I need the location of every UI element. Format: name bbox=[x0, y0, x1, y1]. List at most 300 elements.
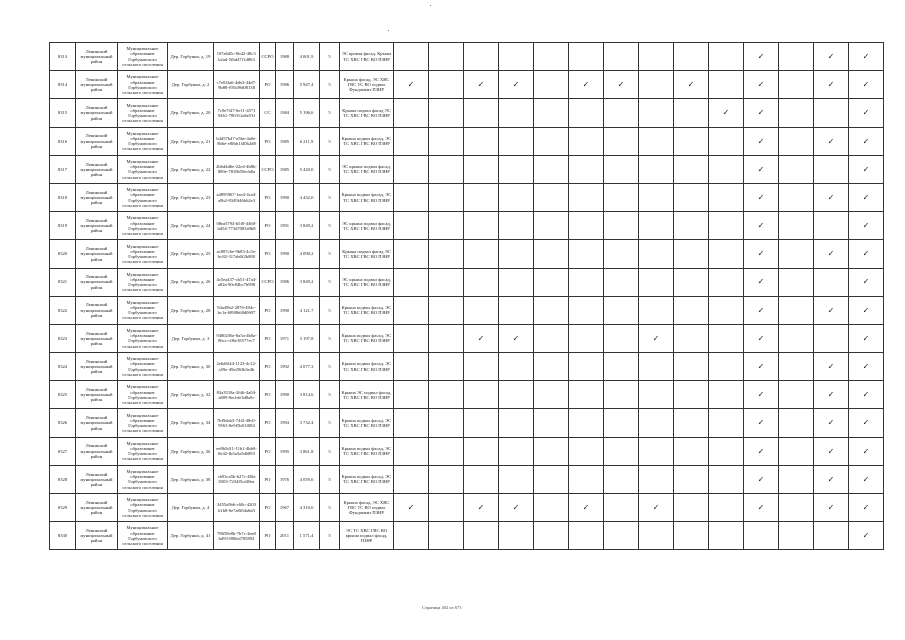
count-cell: 5 bbox=[320, 240, 340, 268]
check-mark-icon: ✓ bbox=[862, 277, 870, 287]
district-cell: Ленинский муниципальный район bbox=[76, 353, 118, 381]
table-row bbox=[50, 522, 884, 550]
work-check-cell bbox=[744, 522, 779, 550]
table-row bbox=[50, 183, 884, 211]
works-cell: Крыша подвал фасад, ЭС ТС ХВС ГВС ВО ПЗНР bbox=[340, 353, 394, 381]
work-check-cell bbox=[499, 522, 534, 550]
works-cell: ЭС крыша подвал фасад, ТС ХВС ГВС ВО ПЗНР bbox=[340, 155, 394, 183]
work-check-cell bbox=[464, 494, 499, 522]
work-check-cell bbox=[464, 155, 499, 183]
table-row bbox=[50, 155, 884, 183]
work-check-cell bbox=[744, 353, 779, 381]
work-check-cell bbox=[744, 71, 779, 99]
owner-cell: Муниципальное образование Горбуновского сельского поселения bbox=[118, 99, 168, 127]
work-check-cell bbox=[744, 437, 779, 465]
work-check-cell bbox=[394, 240, 429, 268]
work-check-cell bbox=[534, 409, 569, 437]
work-check-cell bbox=[639, 296, 674, 324]
work-check-cell bbox=[814, 494, 849, 522]
work-check-cell bbox=[814, 212, 849, 240]
area-cell: 4 121,7 bbox=[294, 296, 320, 324]
work-check-cell bbox=[429, 465, 464, 493]
uid-cell: b4d57b47-e5be-4a0e-8b6e-e8fbb1f40b2d8 bbox=[214, 127, 260, 155]
check-mark-icon: ✓ bbox=[862, 164, 870, 174]
table-row bbox=[50, 240, 884, 268]
work-check-cell bbox=[464, 240, 499, 268]
works-cell: Крыша подвал фасад, ЭС ТС ХВС ГВС ВО ПЗНР bbox=[340, 127, 394, 155]
work-check-cell bbox=[709, 522, 744, 550]
address-cell: Дер. Горбунки, д. 36 bbox=[168, 437, 214, 465]
check-mark-icon: ✓ bbox=[407, 502, 415, 512]
work-check-cell bbox=[569, 183, 604, 211]
work-check-cell bbox=[534, 43, 569, 71]
year-cell: 1984 bbox=[276, 99, 294, 127]
work-check-cell bbox=[814, 155, 849, 183]
check-mark-icon: ✓ bbox=[862, 474, 870, 484]
work-check-cell bbox=[569, 324, 604, 352]
work-check-cell bbox=[849, 465, 884, 493]
district-cell: Ленинский муниципальный район bbox=[76, 381, 118, 409]
owner-cell: Муниципальное образование Горбуновского сельского поселения bbox=[118, 522, 168, 550]
check-mark-icon: ✓ bbox=[827, 192, 835, 202]
year-cell: 1990 bbox=[276, 381, 294, 409]
count-cell: 5 bbox=[320, 465, 340, 493]
work-check-cell bbox=[709, 437, 744, 465]
work-check-cell bbox=[744, 465, 779, 493]
owner-cell: Муниципальное образование Горбуновского сельского поселения bbox=[118, 155, 168, 183]
work-check-cell bbox=[849, 296, 884, 324]
work-check-cell bbox=[849, 127, 884, 155]
check-mark-icon: ✓ bbox=[722, 108, 730, 118]
work-check-cell bbox=[814, 43, 849, 71]
work-check-cell bbox=[464, 99, 499, 127]
count-cell: 5 bbox=[320, 324, 340, 352]
row-number: 8315 bbox=[50, 99, 76, 127]
uid-cell: 0f7a6d5c-6b42-48c3 b2ad-5fbd47f1d863 bbox=[214, 43, 260, 71]
row-number: 8323 bbox=[50, 324, 76, 352]
row-number: 8329 bbox=[50, 494, 76, 522]
work-check-cell bbox=[814, 240, 849, 268]
work-check-cell bbox=[744, 99, 779, 127]
uid-cell: c7e03fa6-4db3-44d7-9b88-f95fd9d08138 bbox=[214, 71, 260, 99]
work-check-cell bbox=[534, 71, 569, 99]
owner-cell: Муниципальное образование Горбуновского сельского поселения bbox=[118, 494, 168, 522]
works-cell: ЭС крыша подвал фасад, ТС ХВС ГВС ВО ПЗНР bbox=[340, 268, 394, 296]
work-check-cell bbox=[814, 183, 849, 211]
work-check-cell bbox=[499, 71, 534, 99]
work-check-cell bbox=[639, 183, 674, 211]
work-check-cell bbox=[709, 268, 744, 296]
work-check-cell bbox=[604, 183, 639, 211]
area-cell: 4 090,2 bbox=[294, 240, 320, 268]
works-cell: Крыша подвал фасад, ЭС ТС ХВС ГВС ВО ПЗНР bbox=[340, 296, 394, 324]
work-check-cell bbox=[814, 409, 849, 437]
work-check-cell bbox=[499, 268, 534, 296]
work-check-cell bbox=[674, 71, 709, 99]
work-check-cell bbox=[604, 353, 639, 381]
check-mark-icon: ✓ bbox=[827, 249, 835, 259]
work-check-cell bbox=[849, 212, 884, 240]
work-check-cell bbox=[394, 155, 429, 183]
row-number: 8325 bbox=[50, 381, 76, 409]
work-check-cell bbox=[744, 155, 779, 183]
work-check-cell bbox=[709, 71, 744, 99]
work-check-cell bbox=[499, 465, 534, 493]
row-number: 8322 bbox=[50, 296, 76, 324]
work-check-cell bbox=[814, 324, 849, 352]
work-check-cell bbox=[499, 155, 534, 183]
check-mark-icon: ✓ bbox=[862, 531, 870, 541]
table-row bbox=[50, 127, 884, 155]
uid-cell: a4895967-1ee4-4ca4-a9b2-8349f46b62e3 bbox=[214, 183, 260, 211]
count-cell: 5 bbox=[320, 522, 340, 550]
check-mark-icon: ✓ bbox=[757, 108, 765, 118]
work-check-cell bbox=[674, 437, 709, 465]
district-cell: Ленинский муниципальный район bbox=[76, 465, 118, 493]
work-check-cell bbox=[534, 522, 569, 550]
uid-cell: 94a49b2-2876-494c-bc1a-6890b68d0697 bbox=[214, 296, 260, 324]
work-check-cell bbox=[674, 212, 709, 240]
address-cell: Дер. Горбунки, д. 22 bbox=[168, 155, 214, 183]
work-check-cell bbox=[639, 353, 674, 381]
table-row bbox=[50, 353, 884, 381]
work-check-cell bbox=[814, 296, 849, 324]
owner-cell: Муниципальное образование Горбуновского сельского поселения bbox=[118, 127, 168, 155]
district-cell: Ленинский муниципальный район bbox=[76, 183, 118, 211]
works-cell: Крыша подвал фасад, ЭС ТС ХВС ГВС ВО ПЗНР bbox=[340, 409, 394, 437]
work-check-cell bbox=[709, 494, 744, 522]
district-cell: Ленинский муниципальный район bbox=[76, 127, 118, 155]
check-mark-icon: ✓ bbox=[757, 333, 765, 343]
work-check-cell bbox=[814, 381, 849, 409]
work-check-cell bbox=[674, 99, 709, 127]
work-check-cell bbox=[709, 212, 744, 240]
work-check-cell bbox=[394, 437, 429, 465]
work-check-cell bbox=[464, 437, 499, 465]
work-check-cell bbox=[534, 240, 569, 268]
count-cell: 5 bbox=[320, 268, 340, 296]
area-cell: 6 211,9 bbox=[294, 127, 320, 155]
owner-cell: Муниципальное образование Горбуновского сельского поселения bbox=[118, 43, 168, 71]
work-check-cell bbox=[814, 465, 849, 493]
work-check-cell bbox=[464, 183, 499, 211]
work-check-cell bbox=[394, 71, 429, 99]
work-check-cell bbox=[674, 183, 709, 211]
work-check-cell bbox=[709, 465, 744, 493]
area-cell: 5 196,6 bbox=[294, 99, 320, 127]
address-cell: Дер. Горбунки, д. 41 bbox=[168, 522, 214, 550]
table-row bbox=[50, 99, 884, 127]
check-mark-icon: ✓ bbox=[757, 305, 765, 315]
check-mark-icon: ✓ bbox=[757, 249, 765, 259]
work-check-cell bbox=[849, 494, 884, 522]
row-number: 8327 bbox=[50, 437, 76, 465]
table-row bbox=[50, 212, 884, 240]
address-cell: Дер. Горбунки, д. 24 bbox=[168, 212, 214, 240]
work-check-cell bbox=[779, 183, 814, 211]
work-check-cell bbox=[569, 212, 604, 240]
work-check-cell bbox=[394, 99, 429, 127]
kind-cell: РО bbox=[260, 494, 276, 522]
work-check-cell bbox=[499, 183, 534, 211]
year-cell: 1976 bbox=[276, 465, 294, 493]
work-check-cell bbox=[849, 155, 884, 183]
work-check-cell bbox=[779, 268, 814, 296]
address-cell: Дер. Горбунки, д. 2 bbox=[168, 71, 214, 99]
kind-cell: РО bbox=[260, 240, 276, 268]
work-check-cell bbox=[429, 409, 464, 437]
district-cell: Ленинский муниципальный район bbox=[76, 409, 118, 437]
work-check-cell bbox=[429, 324, 464, 352]
row-number: 8319 bbox=[50, 212, 76, 240]
work-check-cell bbox=[604, 155, 639, 183]
area-cell: 3 732,4 bbox=[294, 409, 320, 437]
works-cell: Крыша подвал фасад ЭС ТС ХВС ГВС ВО ПЗНР bbox=[340, 99, 394, 127]
kind-cell: РО bbox=[260, 465, 276, 493]
count-cell: 5 bbox=[320, 381, 340, 409]
district-cell: Ленинский муниципальный район bbox=[76, 71, 118, 99]
table-row bbox=[50, 324, 884, 352]
work-check-cell bbox=[779, 381, 814, 409]
work-check-cell bbox=[569, 71, 604, 99]
work-check-cell bbox=[394, 268, 429, 296]
work-check-cell bbox=[604, 296, 639, 324]
work-check-cell bbox=[744, 324, 779, 352]
district-cell: Ленинский муниципальный район bbox=[76, 494, 118, 522]
check-mark-icon: ✓ bbox=[757, 192, 765, 202]
work-check-cell bbox=[464, 296, 499, 324]
owner-cell: Муниципальное образование Горбуновского сельского поселения bbox=[118, 71, 168, 99]
work-check-cell bbox=[674, 296, 709, 324]
owner-cell: Муниципальное образование Горбуновского сельского поселения bbox=[118, 183, 168, 211]
check-mark-icon: ✓ bbox=[862, 51, 870, 61]
owner-cell: Муниципальное образование Горбуновского сельского поселения bbox=[118, 324, 168, 352]
address-cell: Дер. Горбунки, д. 26 bbox=[168, 268, 214, 296]
work-check-cell bbox=[779, 240, 814, 268]
district-cell: Ленинский муниципальный район bbox=[76, 240, 118, 268]
owner-cell: Муниципальное образование Горбуновского сельского поселения bbox=[118, 240, 168, 268]
work-check-cell bbox=[709, 99, 744, 127]
check-mark-icon: ✓ bbox=[687, 80, 695, 90]
area-cell: 4 001,9 bbox=[294, 43, 320, 71]
work-check-cell bbox=[499, 240, 534, 268]
check-mark-icon: ✓ bbox=[862, 446, 870, 456]
work-check-cell bbox=[499, 212, 534, 240]
work-check-cell bbox=[394, 212, 429, 240]
work-check-cell bbox=[674, 381, 709, 409]
address-cell: Дер. Горбунки, д. 34 bbox=[168, 409, 214, 437]
work-check-cell bbox=[849, 240, 884, 268]
district-cell: Ленинский муниципальный район bbox=[76, 522, 118, 550]
work-check-cell bbox=[849, 522, 884, 550]
kind-cell: РО bbox=[260, 437, 276, 465]
check-mark-icon: ✓ bbox=[862, 418, 870, 428]
work-check-cell bbox=[394, 324, 429, 352]
kind-cell: РО bbox=[260, 296, 276, 324]
area-cell: 4 432,0 bbox=[294, 183, 320, 211]
kind-cell: СС bbox=[260, 99, 276, 127]
uid-cell: 2b6d4d6e-22e4-4b8b-880e-7818b59ecb8a bbox=[214, 155, 260, 183]
check-mark-icon: ✓ bbox=[582, 502, 590, 512]
work-check-cell bbox=[744, 409, 779, 437]
check-mark-icon: ✓ bbox=[757, 418, 765, 428]
scan-speck bbox=[388, 30, 389, 31]
work-check-cell bbox=[569, 43, 604, 71]
work-check-cell bbox=[674, 268, 709, 296]
work-check-cell bbox=[639, 409, 674, 437]
work-check-cell bbox=[534, 324, 569, 352]
work-check-cell bbox=[674, 324, 709, 352]
work-check-cell bbox=[709, 296, 744, 324]
work-check-cell bbox=[709, 155, 744, 183]
district-cell: Ленинский муниципальный район bbox=[76, 155, 118, 183]
work-check-cell bbox=[814, 99, 849, 127]
year-cell: 2011 bbox=[276, 522, 294, 550]
year-cell: 1990 bbox=[276, 296, 294, 324]
check-mark-icon: ✓ bbox=[757, 51, 765, 61]
check-mark-icon: ✓ bbox=[827, 418, 835, 428]
work-check-cell bbox=[429, 268, 464, 296]
work-check-cell bbox=[639, 43, 674, 71]
area-cell: 3 861,8 bbox=[294, 437, 320, 465]
table-row bbox=[50, 494, 884, 522]
work-check-cell bbox=[429, 494, 464, 522]
work-check-cell bbox=[779, 522, 814, 550]
count-cell: 5 bbox=[320, 127, 340, 155]
work-check-cell bbox=[709, 353, 744, 381]
check-mark-icon: ✓ bbox=[827, 390, 835, 400]
year-cell: 1985 bbox=[276, 155, 294, 183]
district-cell: Ленинский муниципальный район bbox=[76, 212, 118, 240]
check-mark-icon: ✓ bbox=[862, 80, 870, 90]
address-cell: Дер. Горбунки, д. 28 bbox=[168, 296, 214, 324]
owner-cell: Муниципальное образование Горбуновского сельского поселения bbox=[118, 212, 168, 240]
check-mark-icon: ✓ bbox=[407, 80, 415, 90]
works-cell: Крыша фасад, ЭС ХВС ГВС ТС ВО подвал Фундамент ПЗНР bbox=[340, 494, 394, 522]
table-row bbox=[50, 71, 884, 99]
count-cell: 5 bbox=[320, 43, 340, 71]
scan-speck bbox=[430, 5, 431, 6]
row-number: 8330 bbox=[50, 522, 76, 550]
works-cell: Крыша подвал фасад, ЭС ТС ХВС ГВС ВО ПЗНР bbox=[340, 324, 394, 352]
row-number: 8317 bbox=[50, 155, 76, 183]
row-number: 8318 bbox=[50, 183, 76, 211]
uid-cell: 7bf9dab3-744f-48c0-9563-8e9f5b01f084 bbox=[214, 409, 260, 437]
work-check-cell bbox=[499, 381, 534, 409]
page-footer: Страница 402 из 673 bbox=[422, 605, 462, 610]
count-cell: 5 bbox=[320, 296, 340, 324]
work-check-cell bbox=[394, 43, 429, 71]
work-check-cell bbox=[429, 183, 464, 211]
owner-cell: Муниципальное образование Горбуновского сельского поселения bbox=[118, 409, 168, 437]
work-check-cell bbox=[429, 155, 464, 183]
work-check-cell bbox=[394, 127, 429, 155]
owner-cell: Муниципальное образование Горбуновского сельского поселения bbox=[118, 268, 168, 296]
work-check-cell bbox=[744, 127, 779, 155]
uid-cell: ee8b5d11-11b1-4bb9-8e42-fb3a5a5d6893 bbox=[214, 437, 260, 465]
year-cell: 1992 bbox=[276, 353, 294, 381]
work-check-cell bbox=[639, 465, 674, 493]
work-check-cell bbox=[779, 212, 814, 240]
check-mark-icon: ✓ bbox=[512, 333, 520, 343]
uid-cell: 2e6d6f44-1123-4c12-a59e-49e29ffb3e4b bbox=[214, 353, 260, 381]
address-cell: Дер. Горбунки, д. 20 bbox=[168, 99, 214, 127]
work-check-cell bbox=[499, 353, 534, 381]
count-cell: 5 bbox=[320, 437, 340, 465]
year-cell: 1995 bbox=[276, 437, 294, 465]
work-check-cell bbox=[639, 522, 674, 550]
uid-cell: 08ea5794-b5f0-4460-bd54-773d7083a9b8 bbox=[214, 212, 260, 240]
work-check-cell bbox=[779, 71, 814, 99]
work-check-cell bbox=[779, 353, 814, 381]
work-check-cell bbox=[604, 212, 639, 240]
uid-cell: ac887c6e-9b83-4c5e-bc82-317ab0f2b880 bbox=[214, 240, 260, 268]
work-check-cell bbox=[464, 522, 499, 550]
work-check-cell bbox=[464, 381, 499, 409]
kind-cell: РО bbox=[260, 127, 276, 155]
check-mark-icon: ✓ bbox=[757, 136, 765, 146]
work-check-cell bbox=[534, 353, 569, 381]
check-mark-icon: ✓ bbox=[757, 362, 765, 372]
count-cell: 5 bbox=[320, 409, 340, 437]
owner-cell: Муниципальное образование Горбуновского сельского поселения bbox=[118, 381, 168, 409]
table-row bbox=[50, 268, 884, 296]
register-table-wrapper bbox=[49, 42, 870, 550]
work-check-cell bbox=[569, 522, 604, 550]
work-check-cell bbox=[744, 212, 779, 240]
row-number: 8324 bbox=[50, 353, 76, 381]
area-cell: 1 571,4 bbox=[294, 522, 320, 550]
table-row bbox=[50, 437, 884, 465]
work-check-cell bbox=[604, 127, 639, 155]
count-cell: 5 bbox=[320, 494, 340, 522]
work-check-cell bbox=[569, 127, 604, 155]
work-check-cell bbox=[814, 522, 849, 550]
work-check-cell bbox=[709, 43, 744, 71]
address-cell: Дер. Горбунки, д. 4 bbox=[168, 494, 214, 522]
kind-cell: РО bbox=[260, 522, 276, 550]
work-check-cell bbox=[464, 353, 499, 381]
check-mark-icon: ✓ bbox=[827, 80, 835, 90]
work-check-cell bbox=[429, 127, 464, 155]
work-check-cell bbox=[394, 183, 429, 211]
check-mark-icon: ✓ bbox=[757, 390, 765, 400]
work-check-cell bbox=[464, 43, 499, 71]
work-check-cell bbox=[849, 437, 884, 465]
work-check-cell bbox=[744, 268, 779, 296]
work-check-cell bbox=[709, 127, 744, 155]
work-check-cell bbox=[779, 324, 814, 352]
work-check-cell bbox=[674, 240, 709, 268]
district-cell: Ленинский муниципальный район bbox=[76, 324, 118, 352]
work-check-cell bbox=[639, 324, 674, 352]
work-check-cell bbox=[394, 522, 429, 550]
work-check-cell bbox=[429, 381, 464, 409]
work-check-cell bbox=[394, 353, 429, 381]
work-check-cell bbox=[779, 437, 814, 465]
work-check-cell bbox=[639, 71, 674, 99]
row-number: 8316 bbox=[50, 127, 76, 155]
work-check-cell bbox=[674, 155, 709, 183]
check-mark-icon: ✓ bbox=[862, 333, 870, 343]
check-mark-icon: ✓ bbox=[617, 80, 625, 90]
check-mark-icon: ✓ bbox=[827, 446, 835, 456]
work-check-cell bbox=[464, 71, 499, 99]
work-check-cell bbox=[499, 99, 534, 127]
check-mark-icon: ✓ bbox=[477, 502, 485, 512]
count-cell: 5 bbox=[320, 212, 340, 240]
check-mark-icon: ✓ bbox=[862, 305, 870, 315]
